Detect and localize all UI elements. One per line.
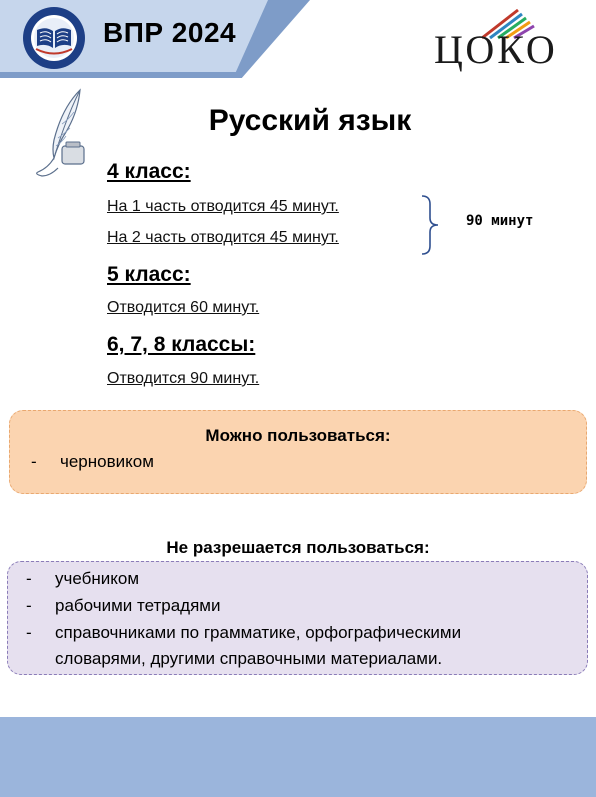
list-bullet: -: [26, 596, 32, 615]
grade-heading: 4 класс:: [107, 160, 191, 183]
grade-line: На 1 часть отводится 45 минут.: [107, 198, 339, 215]
grade-heading: 5 класс:: [107, 263, 191, 286]
logo: [432, 4, 582, 74]
emblem-icon: [22, 6, 86, 70]
list-item-continuation: словарями, другими справочными материалами.: [55, 649, 443, 668]
list-bullet: -: [26, 569, 32, 588]
footer-band: [0, 717, 596, 797]
grade-line: Отводится 90 минут.: [107, 370, 260, 387]
total-minutes-note: 90 минут: [466, 213, 534, 229]
subject-title: Русский язык: [208, 104, 412, 137]
grade-line: Отводится 60 минут.: [107, 299, 260, 316]
list-item: рабочими тетрадями: [55, 596, 221, 615]
page-title: ВПР 2024: [103, 17, 237, 48]
grade-line: На 2 часть отводится 45 минут.: [107, 229, 339, 246]
grade-heading: 6, 7, 8 классы:: [107, 333, 256, 356]
list-bullet: -: [31, 452, 37, 471]
brace-icon: [420, 194, 442, 256]
list-item: черновиком: [60, 452, 154, 471]
list-item: справочниками по грамматике, орфографическими: [55, 623, 462, 642]
allowed-title: Можно пользоваться:: [205, 426, 391, 445]
list-item: учебником: [55, 569, 140, 588]
not-allowed-box: [7, 561, 588, 675]
logo-text: ЦОКО: [434, 27, 558, 72]
not-allowed-title: Не разрешается пользоваться:: [166, 538, 430, 557]
allowed-box: [9, 410, 587, 494]
list-bullet: -: [26, 623, 32, 642]
